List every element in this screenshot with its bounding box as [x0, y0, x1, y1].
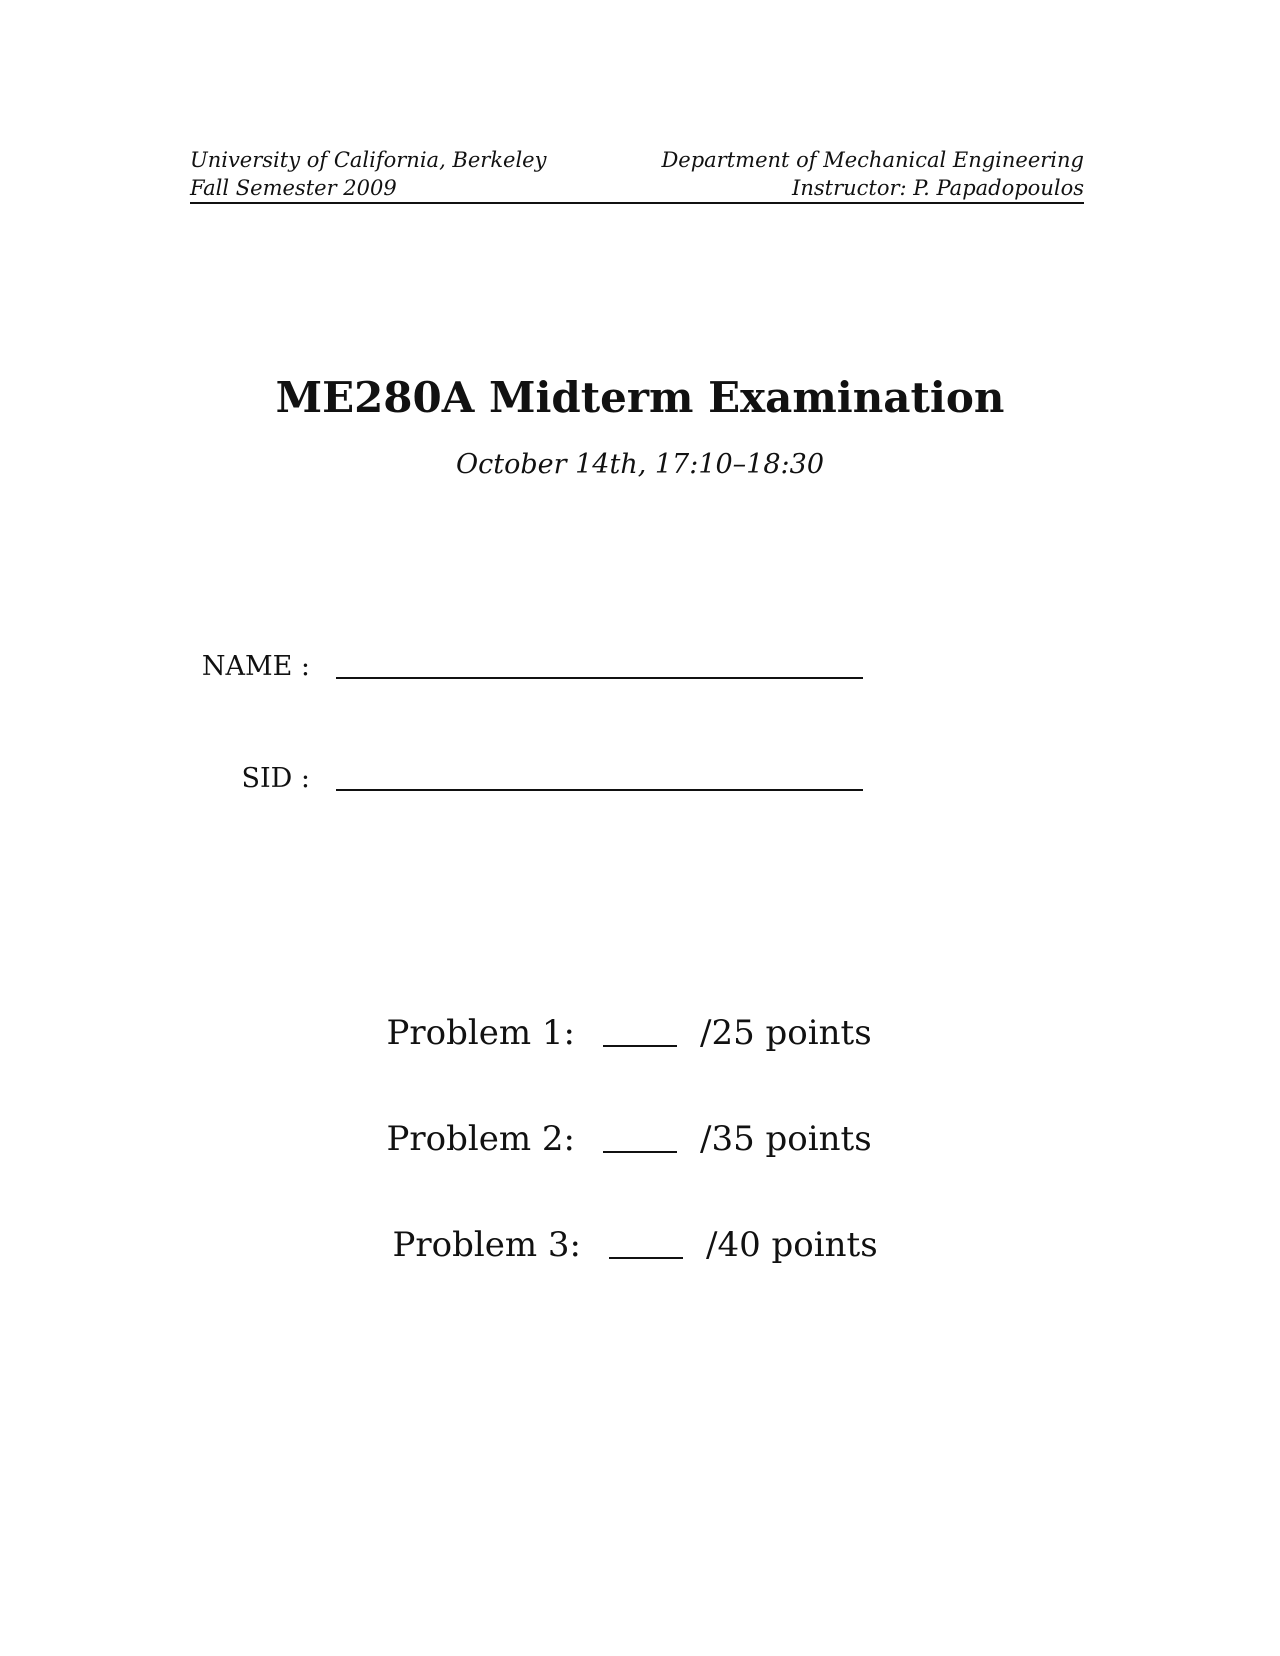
header-left — [190, 146, 546, 202]
department-name: Department of Mechanical Engineering — [661, 148, 1084, 172]
exam-date: October 14th, 17:10–18:30 — [456, 449, 824, 480]
university-name: University of California, Berkeley — [190, 148, 547, 172]
sid-label: SID : — [241, 763, 310, 794]
semester: Fall Semester 2009 — [190, 176, 397, 200]
score-blank[interactable] — [603, 1151, 677, 1153]
name-blank[interactable] — [336, 677, 863, 679]
header-divider — [190, 202, 1084, 204]
header-right — [661, 146, 1084, 202]
problem-2-score — [0, 1118, 1280, 1162]
problem-max-points: /40 points — [706, 1225, 878, 1265]
problem-label: Problem 1: — [386, 1013, 575, 1053]
name-field — [0, 650, 1280, 690]
sid-blank[interactable] — [336, 789, 863, 791]
problem-label: Problem 3: — [392, 1225, 581, 1265]
sid-field — [0, 762, 1280, 802]
problem-max-points: /25 points — [700, 1013, 872, 1053]
problem-3-score — [0, 1224, 1280, 1268]
score-blank[interactable] — [603, 1045, 677, 1047]
problem-label: Problem 2: — [386, 1119, 575, 1159]
problem-max-points: /35 points — [700, 1119, 872, 1159]
exam-title: ME280A Midterm Examination — [275, 373, 1005, 422]
instructor: Instructor: P. Papadopoulos — [792, 176, 1084, 200]
score-blank[interactable] — [609, 1257, 683, 1259]
problem-1-score — [0, 1012, 1280, 1056]
name-label: NAME : — [201, 651, 310, 682]
